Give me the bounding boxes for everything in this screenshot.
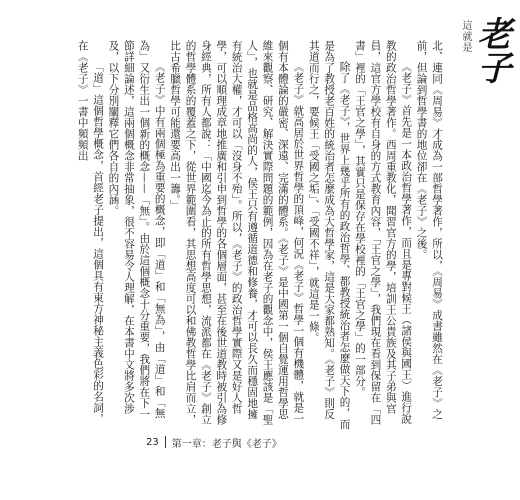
page-footer [146, 435, 282, 449]
paragraph: 「道」這個哲學概念，首經老子提出，這個具有東方神秘主義色彩的名詞，在《老子》一書中頻頻出 [76, 40, 105, 425]
book-title: 老子 [471, 16, 511, 84]
book-subtitle: 這就是 [460, 20, 471, 53]
paragraph: 《老子》就高居於世界哲學的頂峰，何況《老子》哲學一個有機體，就是一個有本體論的嚴密、深遠、完滿的體系。《老子》是中國第一個自覺運用哲學思維來觀察、研究、解決實際問題的範例，因為在老子的觀念中，侯王應該是「聖人」，也就是品格高尚的人，侯王只有遵循道德和修養，才可以長久而穩固地擁有統治大權，才可以「沒身不殆」。所以，《老子》的政治哲學實際又是好人哲學，可以順理成章地推廣和引申到哲學的各個層面，甚至在後世道教時被引為修身經典，所有人都說：「中國迄今為止的所有哲學思想，流派都在《老子》創立的哲學體系的覆蓋之下，從世界範圍看，其思想高度可以和佛教哲學比肩而立，比古希臘哲學可能還要高出一籌。」 [169, 40, 305, 425]
footer-divider [165, 436, 166, 448]
paragraph: 北、連同《周易》才成為一部哲學著作，所以，《周易》成書雖然在《老子》之前，但論到哲學書的地位卻在《老子》之後。 [415, 40, 443, 420]
paragraph: 除了《老子》，世界上幾乎所有的政治哲學、都教授統治者怎麼做天下的，而是為了教授老百姓的統治者怎麼成為大哲學家，這是大家都熟知。《老子》則反其道而行之，要候王「受國之垢」、「受國不祥」，就這是一條。 [307, 40, 351, 430]
chapter-label: 第一章：老子與《老子》 [171, 438, 282, 450]
paragraph: 《老子》中有兩個極為重要的概念，即「道」和「無為」，由「道」和「無為」又衍生出一個新的概念——「無」。由於這個概念十分重要，我們將在下一節詳細論述，這兩個概念非常抽象，很不容易令人理解，在本書中文將多次涉及，以下分別闡釋它們各自的內涵。 [107, 40, 166, 420]
paragraph: 《老子》首先是一本政治哲學著作，而且是專對候王（諸侯與國王）進行說教的政治哲學著作。西周重教化，聞習官方的學，培訓王公貴族及其子弟與官員，這官方學校有自身的方式教育內容，「王官之學」，我們現在看到保留在「四書」裡的「王官之學」，其實只是保存在學校裡的「王官之學」的一部分。 [353, 40, 413, 426]
body-text [76, 40, 444, 430]
header-logo [458, 16, 510, 94]
page-number: 23 [146, 436, 159, 448]
